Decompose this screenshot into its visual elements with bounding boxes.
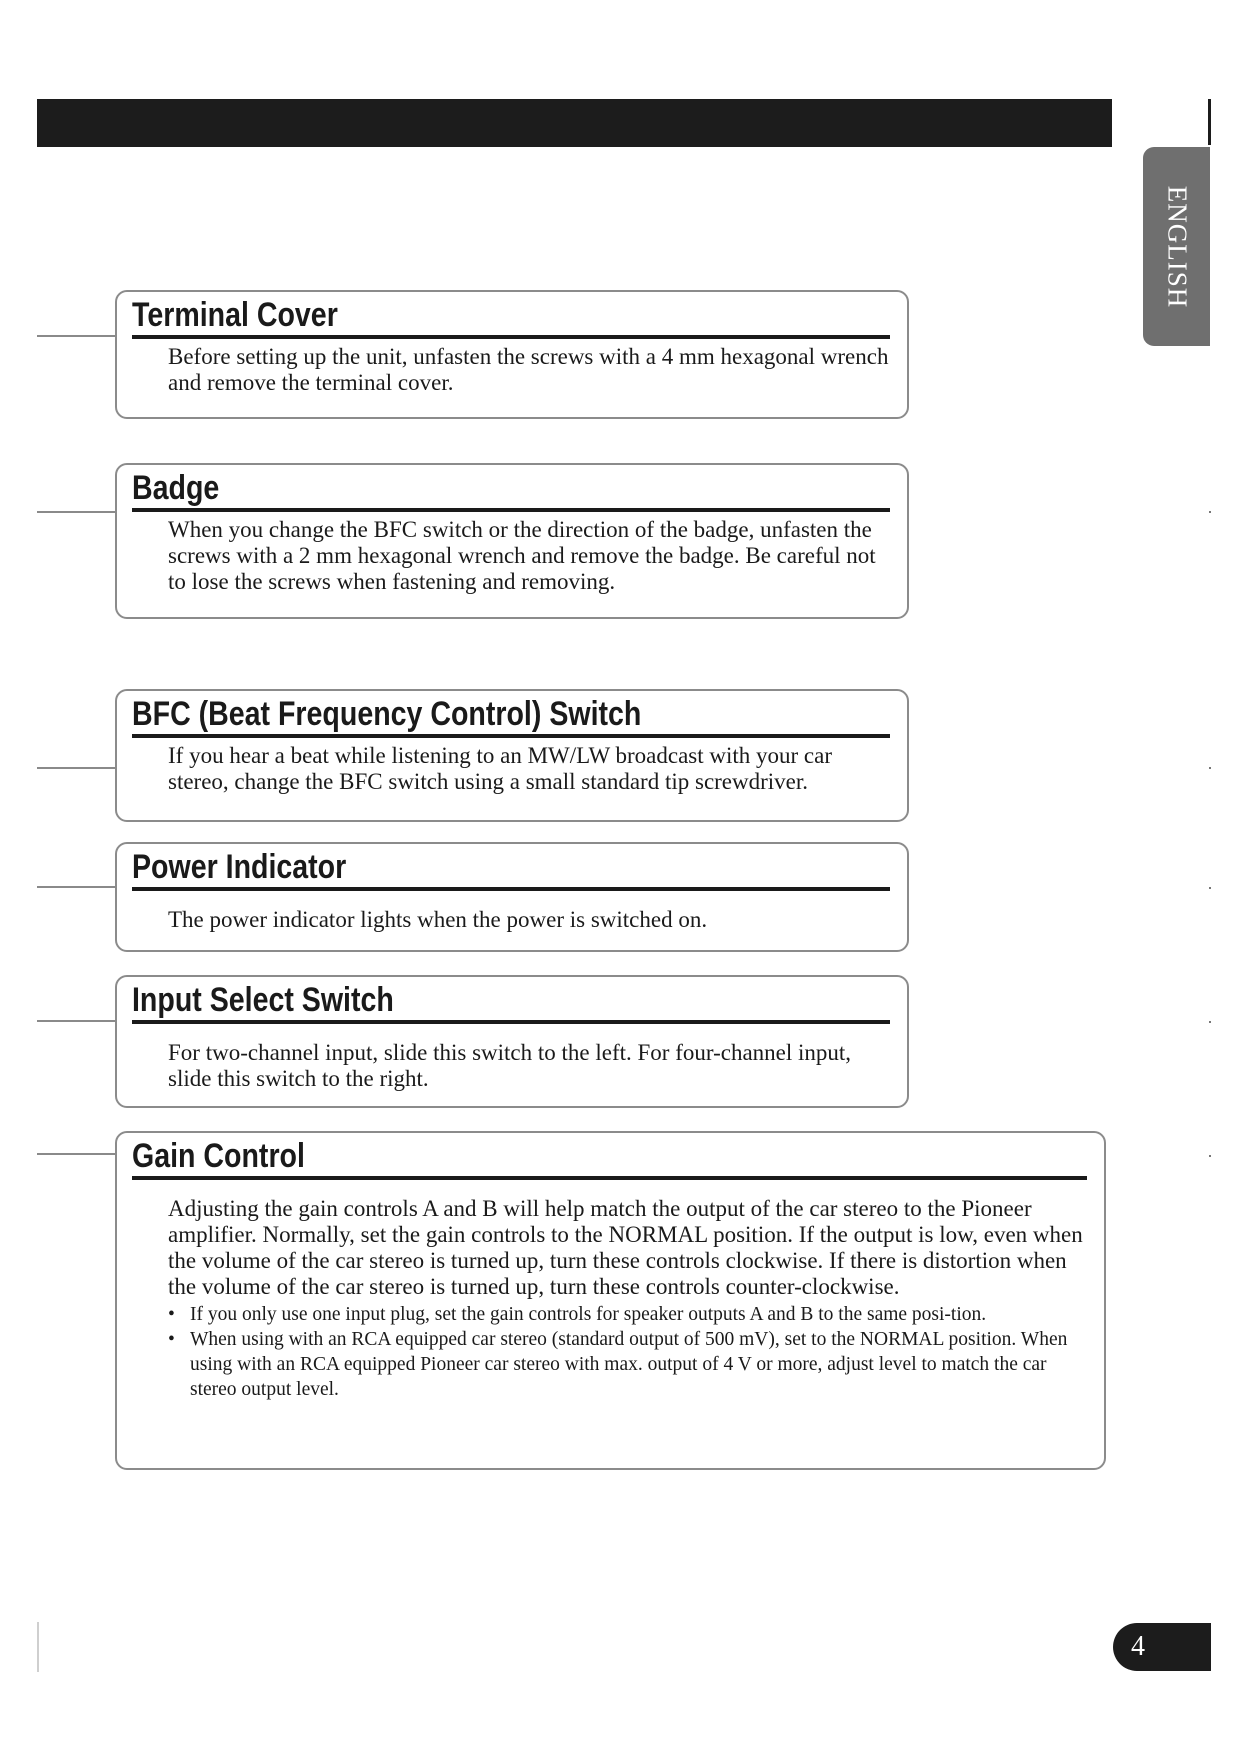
bullet-list <box>168 1302 1094 1402</box>
section-title: Badge <box>132 469 220 507</box>
callout-line-badge <box>37 511 116 513</box>
title-rule <box>132 335 890 339</box>
title-rule <box>132 1020 890 1024</box>
section-body: Adjusting the gain controls A and B will help match the output of the car stereo to the Pioneer amplifier. Normally, set the gain controls to the NORMAL position. If the output is low, even when the volume of the car stereo is turned up, turn these controls clockwise. If there is distortion when the volume of the car stereo is turned up, turn these controls counter-clockwise. <box>168 1196 1083 1299</box>
title-rule <box>132 508 890 512</box>
section-bfc-switch <box>115 689 909 822</box>
title-rule <box>132 887 890 891</box>
language-tab <box>1143 147 1210 346</box>
margin-tick <box>1209 1155 1211 1157</box>
section-body: When you change the BFC switch or the direction of the badge, unfasten the screws with a 2 mm hexagonal wrench and remove the badge. Be careful not to lose the screws when fastening and removing. <box>168 517 876 594</box>
section-power-indicator <box>115 842 909 952</box>
header-edge-rule <box>1208 99 1211 145</box>
header-bar <box>37 99 1112 147</box>
title-rule <box>132 734 890 738</box>
section-title: BFC (Beat Frequency Control) Switch <box>132 695 642 733</box>
section-title: Power Indicator <box>132 848 347 886</box>
language-tab-label: ENGLISH <box>1162 185 1192 308</box>
page-number: 4 <box>1131 1631 1145 1662</box>
list-item <box>168 1302 1094 1327</box>
callout-line-bfc-switch <box>37 767 116 769</box>
page-number-badge <box>1113 1623 1211 1671</box>
title-rule <box>132 1176 1087 1180</box>
section-body: Before setting up the unit, unfasten the screws with a 4 mm hexagonal wrench and remove the terminal cover. <box>168 344 889 395</box>
bullet-text: If you only use one input plug, set the gain controls for speaker outputs A and B to the same posi-tion. <box>190 1304 987 1325</box>
section-body-wrapper <box>168 1196 1094 1402</box>
callout-line-gain-control <box>37 1153 116 1155</box>
callout-line-power-indicator <box>37 886 116 888</box>
footer-edge-rule <box>37 1622 39 1672</box>
bullet-mark: • <box>168 1329 175 1350</box>
margin-tick <box>1209 1021 1211 1023</box>
callout-line-terminal-cover <box>37 335 116 337</box>
section-terminal-cover <box>115 290 909 419</box>
section-body: If you hear a beat while listening to an MW/LW broadcast with your car stereo, change the BFC switch using a small standard tip screwdriver. <box>168 743 833 794</box>
margin-tick <box>1209 767 1211 769</box>
list-item <box>168 1327 1094 1402</box>
section-body: For two-channel input, slide this switch to the left. For four-channel input, slide this switch to the right. <box>168 1040 852 1091</box>
section-badge <box>115 463 909 619</box>
section-gain-control <box>115 1131 1106 1470</box>
margin-tick <box>1209 887 1211 889</box>
bullet-mark: • <box>168 1304 175 1325</box>
section-title: Gain Control <box>132 1137 305 1175</box>
callout-line-input-select <box>37 1020 116 1022</box>
section-input-select-switch <box>115 975 909 1108</box>
section-body: The power indicator lights when the power is switched on. <box>168 907 708 932</box>
margin-tick <box>1209 511 1211 513</box>
section-title: Input Select Switch <box>132 981 394 1019</box>
bullet-text: When using with an RCA equipped car stereo (standard output of 500 mV), set to the NORMAL position. When using with an RCA equipped Pioneer car stereo with max. output of 4 V or more, adjust level to match the car stereo output level. <box>190 1329 1068 1400</box>
section-title: Terminal Cover <box>132 296 338 334</box>
